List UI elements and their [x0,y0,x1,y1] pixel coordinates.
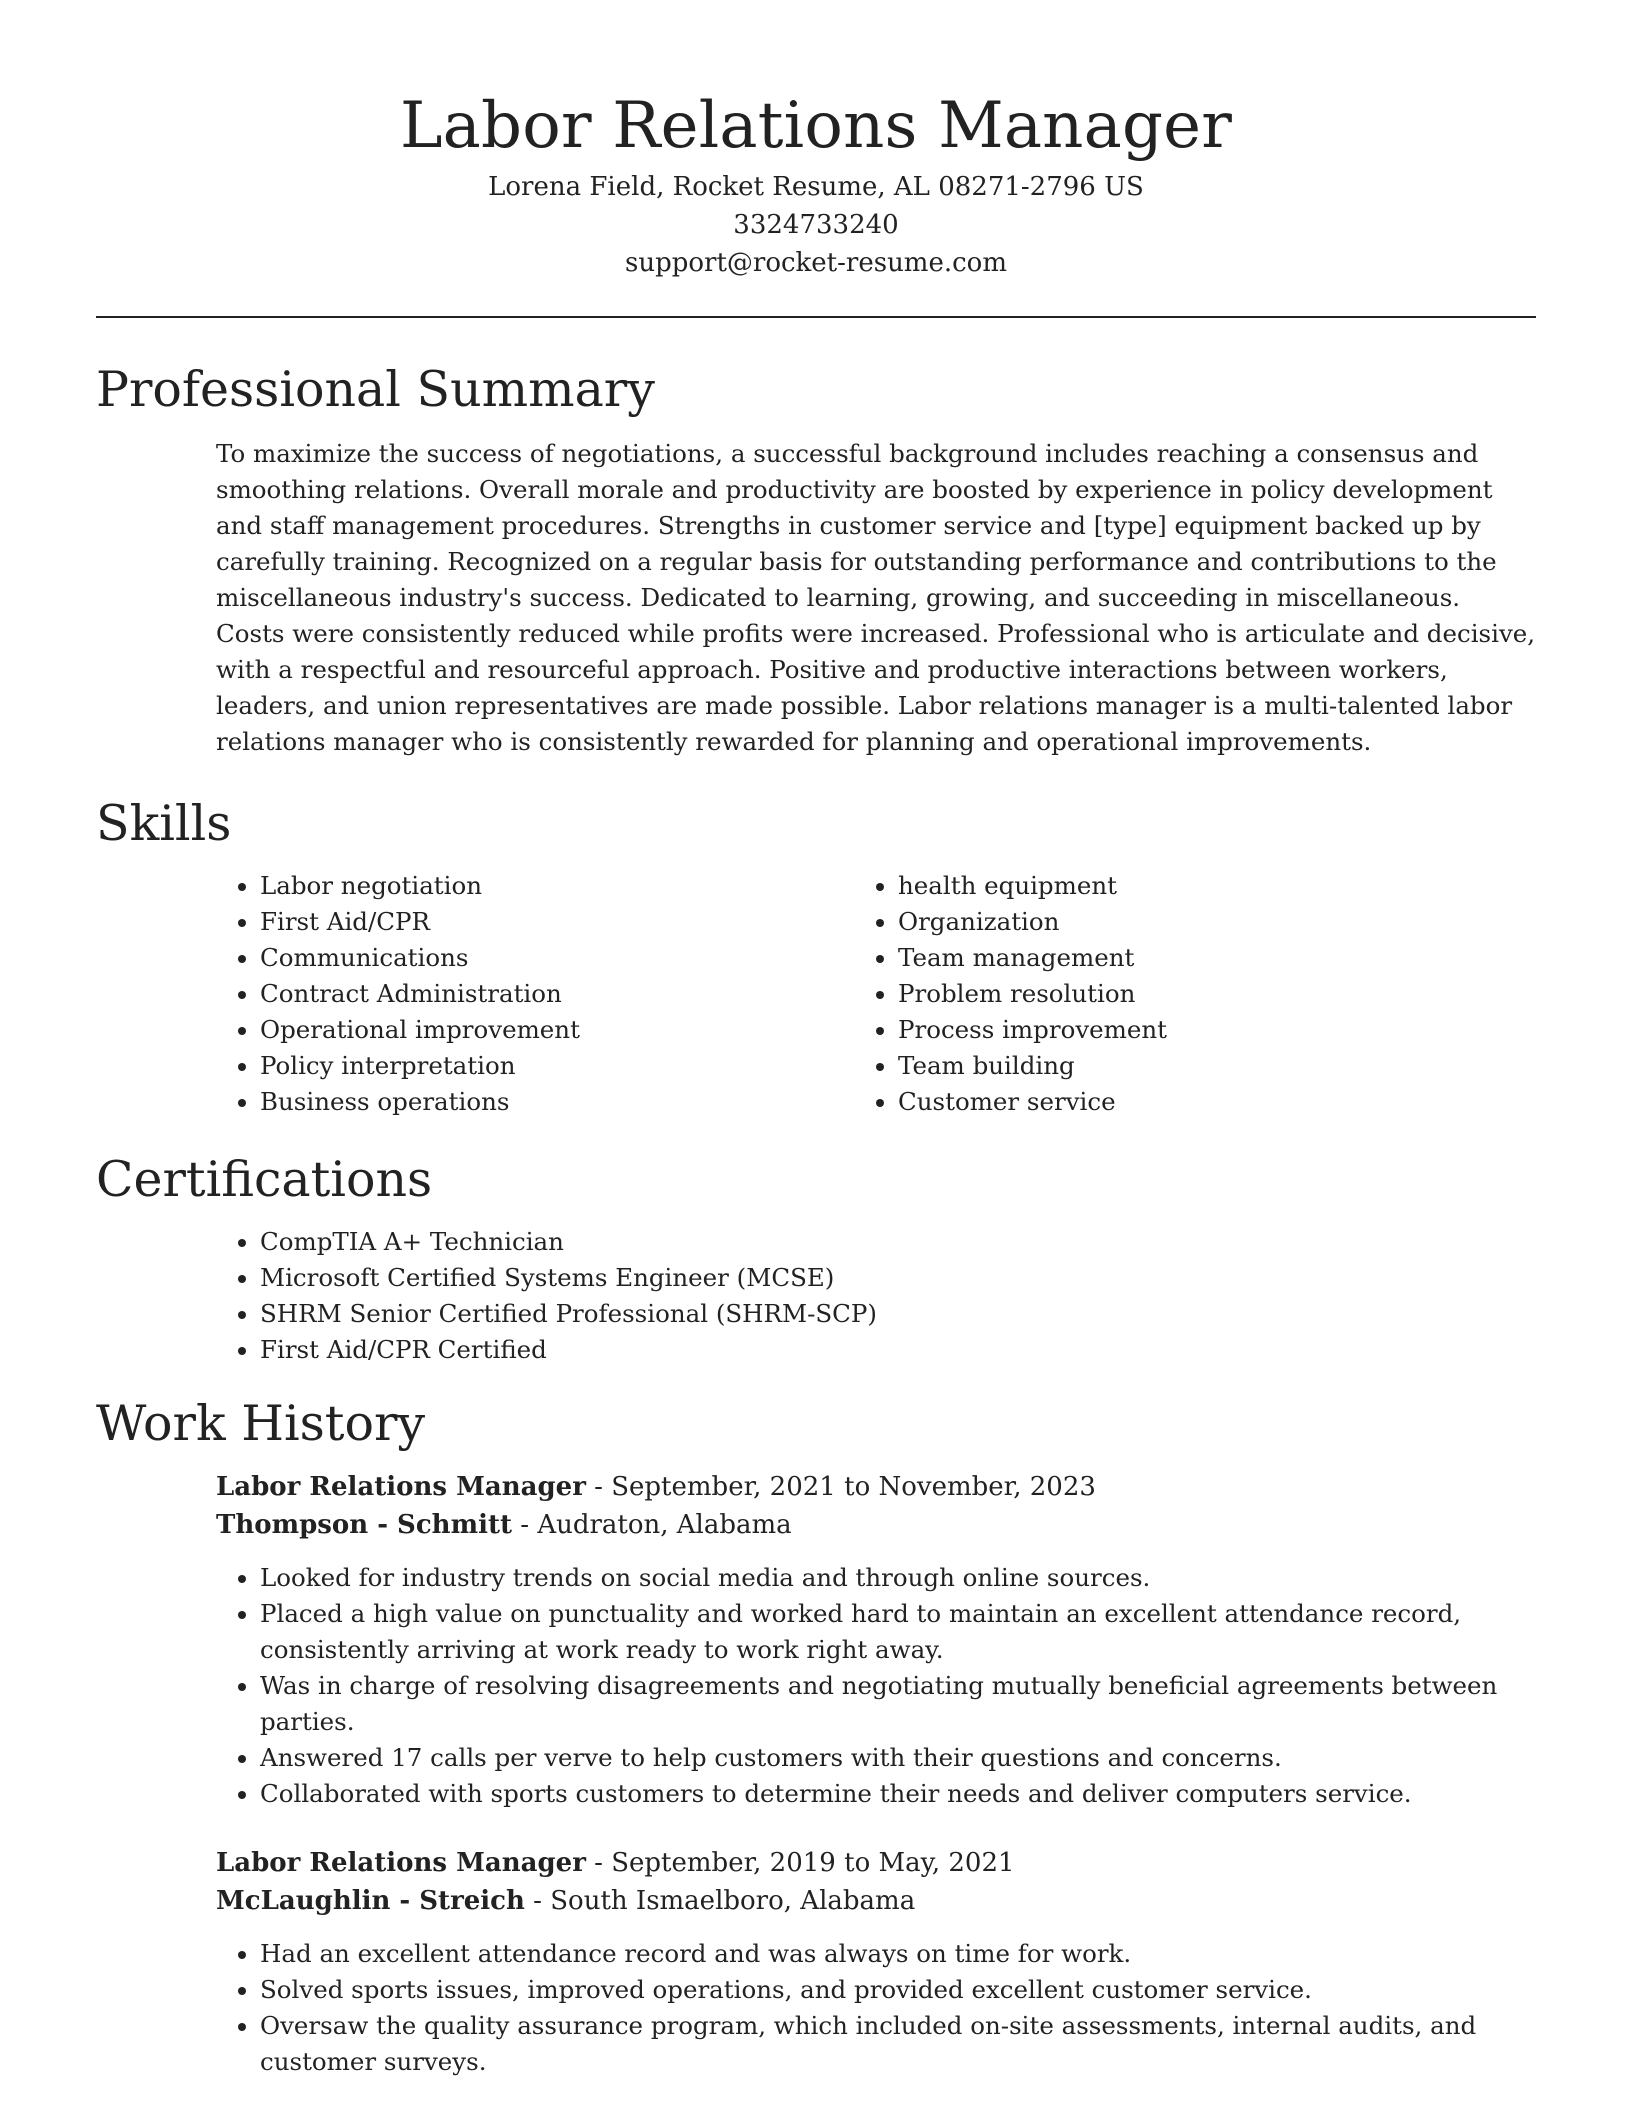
work-history-section [96,1392,1536,2080]
job-company-line [216,1506,1536,1544]
certifications-section [96,1148,1536,1368]
job-bullet: • Had an excellent attendance record and was always on time for work. [260,1936,1536,1972]
skill-item: • Process improvement [898,1012,1536,1048]
skills-list-left [260,868,898,1120]
skills-section [96,792,1536,1120]
certification-item: • First Aid/CPR Certified [260,1332,1536,1368]
contact-phone: 3324733240 [733,210,899,240]
job-dates: September, 2021 to November, 2023 [611,1472,1096,1502]
job-entry [216,1468,1536,1812]
separator: - [585,1472,612,1502]
job-company-line [216,1882,1536,1920]
skill-item: • health equipment [898,868,1536,904]
job-bullet: • Collaborated with sports customers to determine their needs and deliver computers service. [260,1776,1536,1812]
certifications-list [260,1224,1536,1368]
job-company: McLaughlin - Streich [216,1886,525,1916]
skill-item: • First Aid/CPR [260,904,898,940]
skills-list-right [898,868,1536,1120]
job-title-line [216,1468,1536,1506]
job-location: South Ismaelboro, Alabama [550,1886,916,1916]
skill-item: • Problem resolution [898,976,1536,1012]
separator: - [524,1886,551,1916]
summary-title: Professional Summary [96,361,655,418]
summary-text: To maximize the success of negotiations, a successful background includes reaching a consensus and smoothing relations. Overall morale and productivity are boosted by experience in policy development and staff management procedures. Strengths in customer service and [type] equipment backed up by carefully training. Recognized on a regular basis for outstanding performance and contributions to the miscellaneous industry's success. Dedicated to learning, growing, and succeeding in miscellaneous. Costs were consistently reduced while profits were increased. Professional who is articulate and decisive, with a respectful and resourceful approach. Positive and productive interactions between workers, leaders, and union representatives are made possible. Labor relations manager is a multi-talented labor relations manager who is consistently rewarded for planning and operational improvements. [216,439,1536,756]
certification-item: • CompTIA A+ Technician [260,1224,1536,1260]
job-location: Audraton, Alabama [537,1510,792,1540]
certification-item: • Microsoft Certified Systems Engineer (MCSE) [260,1260,1536,1296]
skill-item: • Contract Administration [260,976,898,1012]
job-bullet: • Oversaw the quality assurance program, which included on-site assessments, internal audits, and customer surveys. [260,2008,1536,2080]
resume-name: Labor Relations Manager [399,89,1232,163]
separator: - [585,1848,612,1878]
job-bullets [260,1560,1536,1812]
skill-item: • Team management [898,940,1536,976]
skills-grid [260,868,1536,1120]
skill-item: • Customer service [898,1084,1536,1120]
skill-item: • Team building [898,1048,1536,1084]
skill-item: • Labor negotiation [260,868,898,904]
job-title-line [216,1844,1536,1882]
skill-item: • Business operations [260,1084,898,1120]
job-bullet: • Solved sports issues, improved operations, and provided excellent customer service. [260,1972,1536,2008]
skills-column-left [260,868,898,1120]
job-title: Labor Relations Manager [216,1848,586,1878]
skills-title: Skills [96,795,232,852]
header-divider [96,316,1536,318]
certifications-title: Certifications [96,1151,433,1208]
job-company: Thompson - Schmitt [216,1510,512,1540]
resume-header [96,0,1536,318]
job-entry [216,1844,1536,2080]
work-history-title: Work History [96,1395,426,1452]
certification-item: • SHRM Senior Certified Professional (SHRM-SCP) [260,1296,1536,1332]
skill-item: • Policy interpretation [260,1048,898,1084]
skill-item: • Operational improvement [260,1012,898,1048]
skill-item: • Communications [260,940,898,976]
job-bullet: • Looked for industry trends on social media and through online sources. [260,1560,1536,1596]
separator: - [511,1510,538,1540]
contact-address: Lorena Field, Rocket Resume, AL 08271-2796 US [488,172,1144,202]
job-bullet: • Was in charge of resolving disagreements and negotiating mutually beneficial agreements between parties. [260,1668,1536,1740]
skill-item: • Organization [898,904,1536,940]
job-title: Labor Relations Manager [216,1472,586,1502]
job-dates: September, 2019 to May, 2021 [611,1848,1015,1878]
job-bullet: • Placed a high value on punctuality and worked hard to maintain an excellent attendance record, consistently arriving at work ready to work right away. [260,1596,1536,1668]
job-bullet: • Answered 17 calls per verve to help customers with their questions and concerns. [260,1740,1536,1776]
skills-column-right [898,868,1536,1120]
summary-section [96,358,1536,760]
contact-email: support@rocket-resume.com [624,248,1007,278]
job-bullets [260,1936,1536,2080]
